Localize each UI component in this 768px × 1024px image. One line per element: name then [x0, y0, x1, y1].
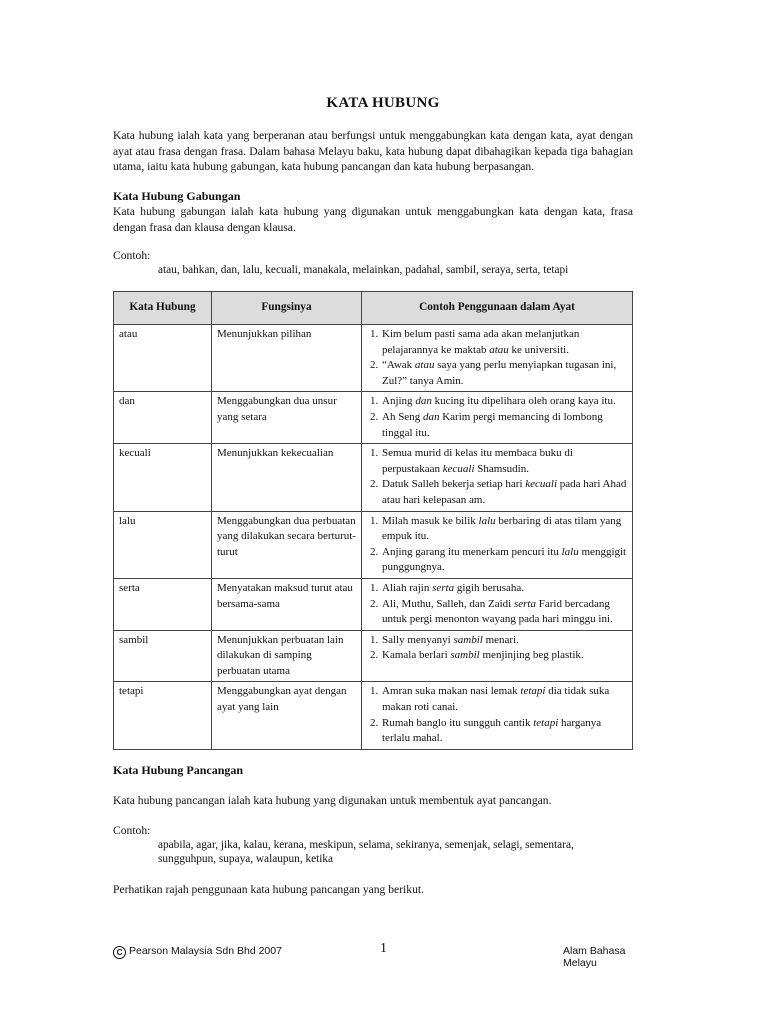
example-sentence	[381, 597, 628, 628]
gabungan-paragraph: Kata hubung gabungan ialah kata hubung yang digunakan untuk menggabungkan kata dengan kata, frasa dengan frasa dan klausa dengan klausa.	[113, 205, 633, 234]
column-header-fungsinya: Fungsinya	[212, 292, 362, 325]
example-sentence	[381, 545, 628, 576]
example-keyword: sambil	[450, 649, 480, 662]
pancangan-paragraph: Kata hubung pancangan ialah kata hubung yang digunakan untuk membentuk ayat pancangan.	[113, 794, 552, 807]
example-text: Anjing	[382, 395, 416, 408]
example-list	[366, 684, 628, 746]
example-sentence	[381, 648, 628, 664]
example-list	[366, 514, 628, 576]
cell-fungsinya: Menggabungkan dua unsur yang setara	[212, 392, 362, 444]
example-text: Ali, Muthu, Salleh, dan Zaidi	[382, 597, 514, 610]
cell-kata-hubung: kecuali	[114, 444, 212, 511]
pancangan-note: Perhatikan rajah penggunaan kata hubung pancangan yang berikut.	[113, 883, 424, 896]
example-text: pada hari Ahad atau hari kelepasan am.	[382, 478, 627, 506]
cell-contoh	[362, 630, 633, 682]
gabungan-word-list: atau, bahkan, dan, lalu, kecuali, manakala, melainkan, padahal, sambil, seraya, serta, tetapi	[158, 264, 569, 276]
example-sentence	[381, 446, 628, 477]
cell-fungsinya: Menunjukkan perbuatan lain dilakukan di samping perbuatan utama	[212, 630, 362, 682]
example-text: menari.	[482, 633, 519, 646]
example-sentence	[381, 514, 628, 545]
example-keyword: atau	[489, 343, 509, 356]
column-header-kata-hubung: Kata Hubung	[114, 292, 212, 325]
page-title: KATA HUBUNG	[326, 95, 440, 111]
example-text: Sally menyanyi	[382, 633, 454, 646]
cell-kata-hubung: serta	[114, 578, 212, 630]
table-row	[114, 630, 633, 682]
example-sentence	[381, 633, 628, 649]
example-list	[366, 633, 628, 664]
example-text: Semua murid di kelas itu membaca buku di perpustakaan	[382, 447, 573, 475]
example-text: ke universiti.	[508, 343, 569, 356]
example-keyword: atau	[414, 359, 435, 372]
table-row	[114, 444, 633, 511]
table-row	[114, 325, 633, 392]
cell-kata-hubung: tetapi	[114, 682, 212, 749]
cell-contoh	[362, 392, 633, 444]
cell-kata-hubung: sambil	[114, 630, 212, 682]
cell-contoh	[362, 444, 633, 511]
example-sentence	[381, 581, 628, 597]
column-header-contoh: Contoh Penggunaan dalam Ayat	[362, 292, 633, 325]
example-keyword: sambil	[453, 633, 483, 646]
footer-copyright	[113, 945, 282, 959]
cell-kata-hubung: atau	[114, 325, 212, 392]
cell-kata-hubung: dan	[114, 392, 212, 444]
footer-book-title: Alam Bahasa Melayu	[563, 945, 626, 969]
example-keyword: serta	[513, 597, 536, 610]
example-text: Anjing garang itu menerkam pencuri itu	[382, 545, 562, 558]
intro-paragraph: Kata hubung ialah kata yang berperanan atau berfungsi untuk menggabungkan kata dengan kata, ayat dengan ayat atau frasa dengan frasa. Dalam bahasa Melayu baku, kata hubung dapat dibahagikan kepada tiga bahagian utama, iaitu kata hubung gabungan, kata hubung pancangan dan kata hubung berpasangan.	[113, 129, 633, 173]
example-sentence	[381, 327, 628, 358]
table-row	[114, 392, 633, 444]
example-sentence	[381, 716, 628, 747]
example-sentence	[381, 358, 628, 389]
example-list	[366, 446, 628, 508]
pancangan-heading: Kata Hubung Pancangan	[113, 763, 244, 777]
example-text: harganya terlalu mahal.	[382, 716, 602, 745]
example-text: Farid bercadang untuk pergi menonton wayang pada hari minggu ini.	[382, 597, 613, 626]
example-keyword: tetapi	[520, 685, 546, 698]
pancangan-contoh-label: Contoh:	[113, 824, 151, 837]
example-text: Kim belum pasti sama ada akan melanjutkan pelajarannya ke maktab	[382, 328, 580, 356]
example-keyword: tetapi	[533, 716, 559, 729]
example-text: Datuk Salleh bekerja setiap hari	[382, 478, 526, 491]
example-text: Amran suka makan nasi lemak	[382, 685, 521, 698]
example-text: Ah Seng	[382, 410, 423, 423]
example-sentence	[381, 477, 628, 508]
example-keyword: lalu	[478, 514, 496, 527]
cell-contoh	[362, 511, 633, 578]
cell-contoh	[362, 325, 633, 392]
cell-contoh	[362, 682, 633, 749]
copyright-icon: C	[113, 946, 126, 959]
table-row	[114, 682, 633, 749]
page-number: 1	[380, 941, 387, 956]
example-keyword: kecuali	[442, 462, 475, 475]
example-text: Aliah rajin	[382, 581, 433, 594]
example-keyword: serta	[432, 581, 455, 594]
example-text: Shamsudin.	[474, 462, 529, 475]
example-text: berbaring di atas tilam yang empuk itu.	[382, 514, 622, 543]
gabungan-contoh-label: Contoh:	[113, 249, 151, 262]
cell-fungsinya: Menyatakan maksud turut atau bersama-sama	[212, 578, 362, 630]
gabungan-heading: Kata Hubung Gabungan	[113, 189, 241, 203]
example-text: Milah masuk ke bilik	[382, 514, 479, 527]
example-sentence	[381, 394, 628, 410]
example-list	[366, 581, 628, 628]
example-text: menggigit punggungnya.	[382, 545, 627, 574]
example-sentence	[381, 684, 628, 715]
pancangan-word-list-line1: apabila, agar, jika, kalau, kerana, meskipun, selama, sekiranya, semenjak, selagi, sementara,	[158, 839, 574, 851]
example-keyword: kecuali	[525, 478, 558, 491]
example-text: menjinjing beg plastik.	[479, 649, 584, 662]
cell-fungsinya: Menggabungkan ayat dengan ayat yang lain	[212, 682, 362, 749]
pancangan-word-list-line2: sungguhpun, supaya, walaupun, ketika	[158, 853, 334, 865]
example-list	[366, 327, 628, 389]
cell-kata-hubung: lalu	[114, 511, 212, 578]
example-text: kucing itu dipelihara oleh orang kaya itu.	[431, 395, 616, 408]
cell-contoh	[362, 578, 633, 630]
example-text: “Awak	[382, 359, 415, 372]
example-text: saya yang perlu menyiapkan tugasan ini, Zul?” tanya Amin.	[382, 359, 617, 387]
kata-hubung-table	[113, 291, 633, 750]
example-text: Karim pergi memancing di lombong tinggal itu.	[382, 410, 603, 439]
example-list	[366, 394, 628, 441]
example-text: Kamala berlari	[382, 649, 451, 662]
example-text: gigih berusaha.	[454, 581, 525, 594]
cell-fungsinya: Menunjukkan kekecualian	[212, 444, 362, 511]
example-keyword: dan	[422, 410, 440, 423]
example-text: dia tidak suka makan roti canai.	[382, 685, 610, 714]
table-row	[114, 511, 633, 578]
table-header-row	[114, 292, 633, 325]
cell-fungsinya: Menunjukkan pilihan	[212, 325, 362, 392]
example-keyword: lalu	[561, 545, 579, 558]
example-sentence	[381, 410, 628, 441]
cell-fungsinya: Menggabungkan dua perbuatan yang dilakukan secara berturut-turut	[212, 511, 362, 578]
footer-publisher: Pearson Malaysia Sdn Bhd 2007	[129, 945, 282, 957]
example-text: Rumah banglo itu sungguh cantik	[382, 716, 534, 729]
example-keyword: dan	[415, 395, 432, 408]
table-row	[114, 578, 633, 630]
